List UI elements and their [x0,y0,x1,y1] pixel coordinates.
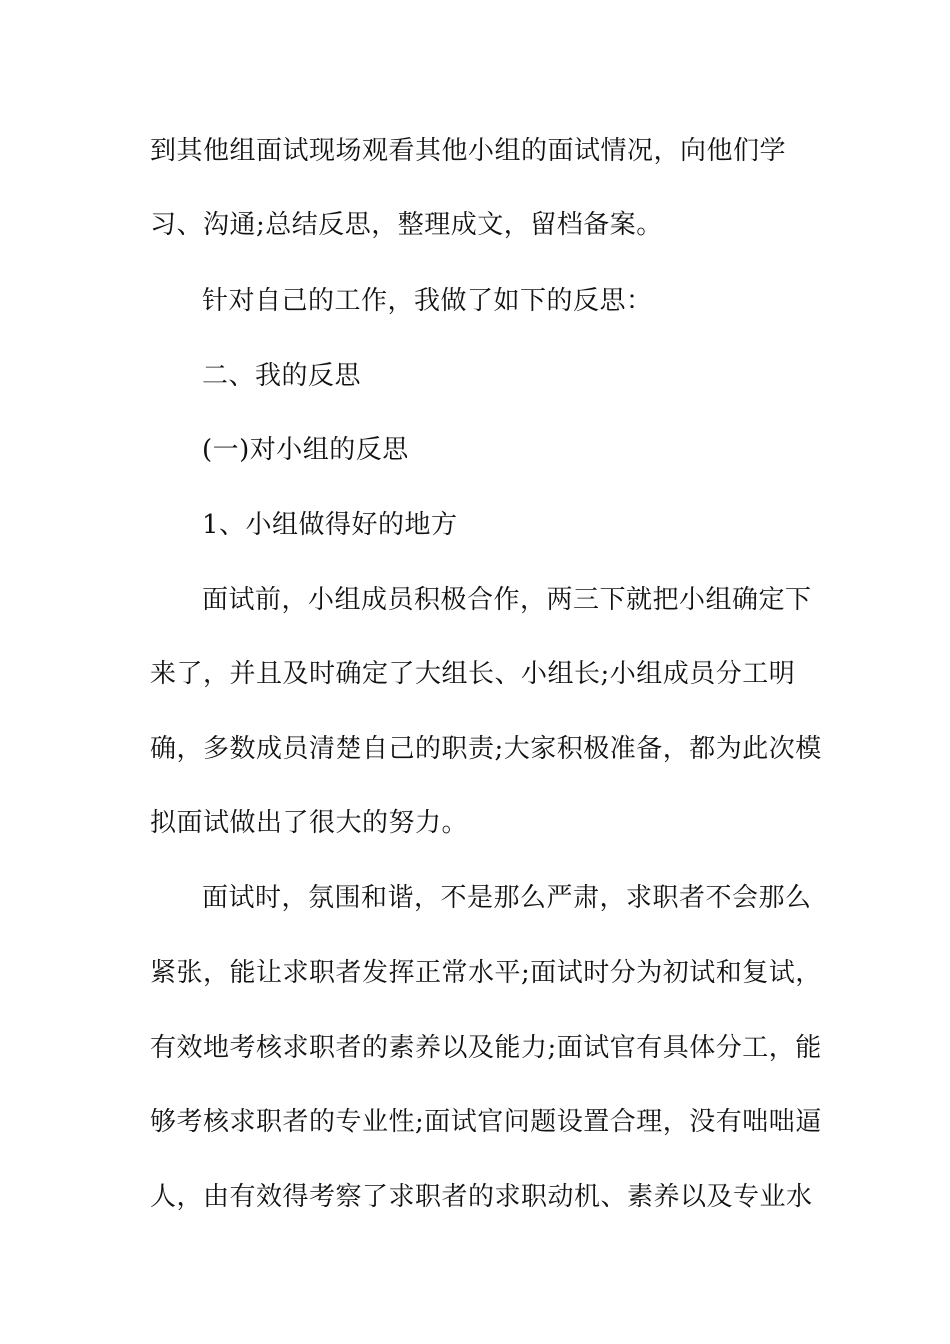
text-line: 拟面试做出了很大的努力。 [150,808,469,838]
paragraph-line: 面试前，小组成员积极合作，两三下就把小组确定下 [202,585,812,615]
text-line: 有效地考核求职者的素养以及能力;面试官有具体分工，能 [150,1033,822,1063]
text-line: 习、沟通;总结反思，整理成文，留档备案。 [150,210,663,240]
text-line: 够考核求职者的专业性;面试官问题设置合理，没有咄咄逼 [150,1107,822,1137]
paragraph-line: 针对自己的工作，我做了如下的反思： [202,286,653,316]
text-line: 人，由有效得考察了求职者的求职动机、素养以及专业水 [150,1182,813,1212]
section-heading: 二、我的反思 [202,361,362,391]
text-line: 来了，并且及时确定了大组长、小组长;小组成员分工明 [150,659,796,689]
text-line: 紧张，能让求职者发挥正常水平;面试时分为初试和复试， [150,958,822,988]
text-line: 到其他组面试现场观看其他小组的面试情况，向他们学 [150,136,787,166]
item-heading: 1、小组做得好的地方 [202,510,458,540]
subsection-heading: (一)对小组的反思 [202,435,409,465]
paragraph-line: 面试时，氛围和谐，不是那么严肃，求职者不会那么 [202,883,812,913]
text-line: 确，多数成员清楚自己的职责;大家积极准备，都为此次模 [150,734,822,764]
